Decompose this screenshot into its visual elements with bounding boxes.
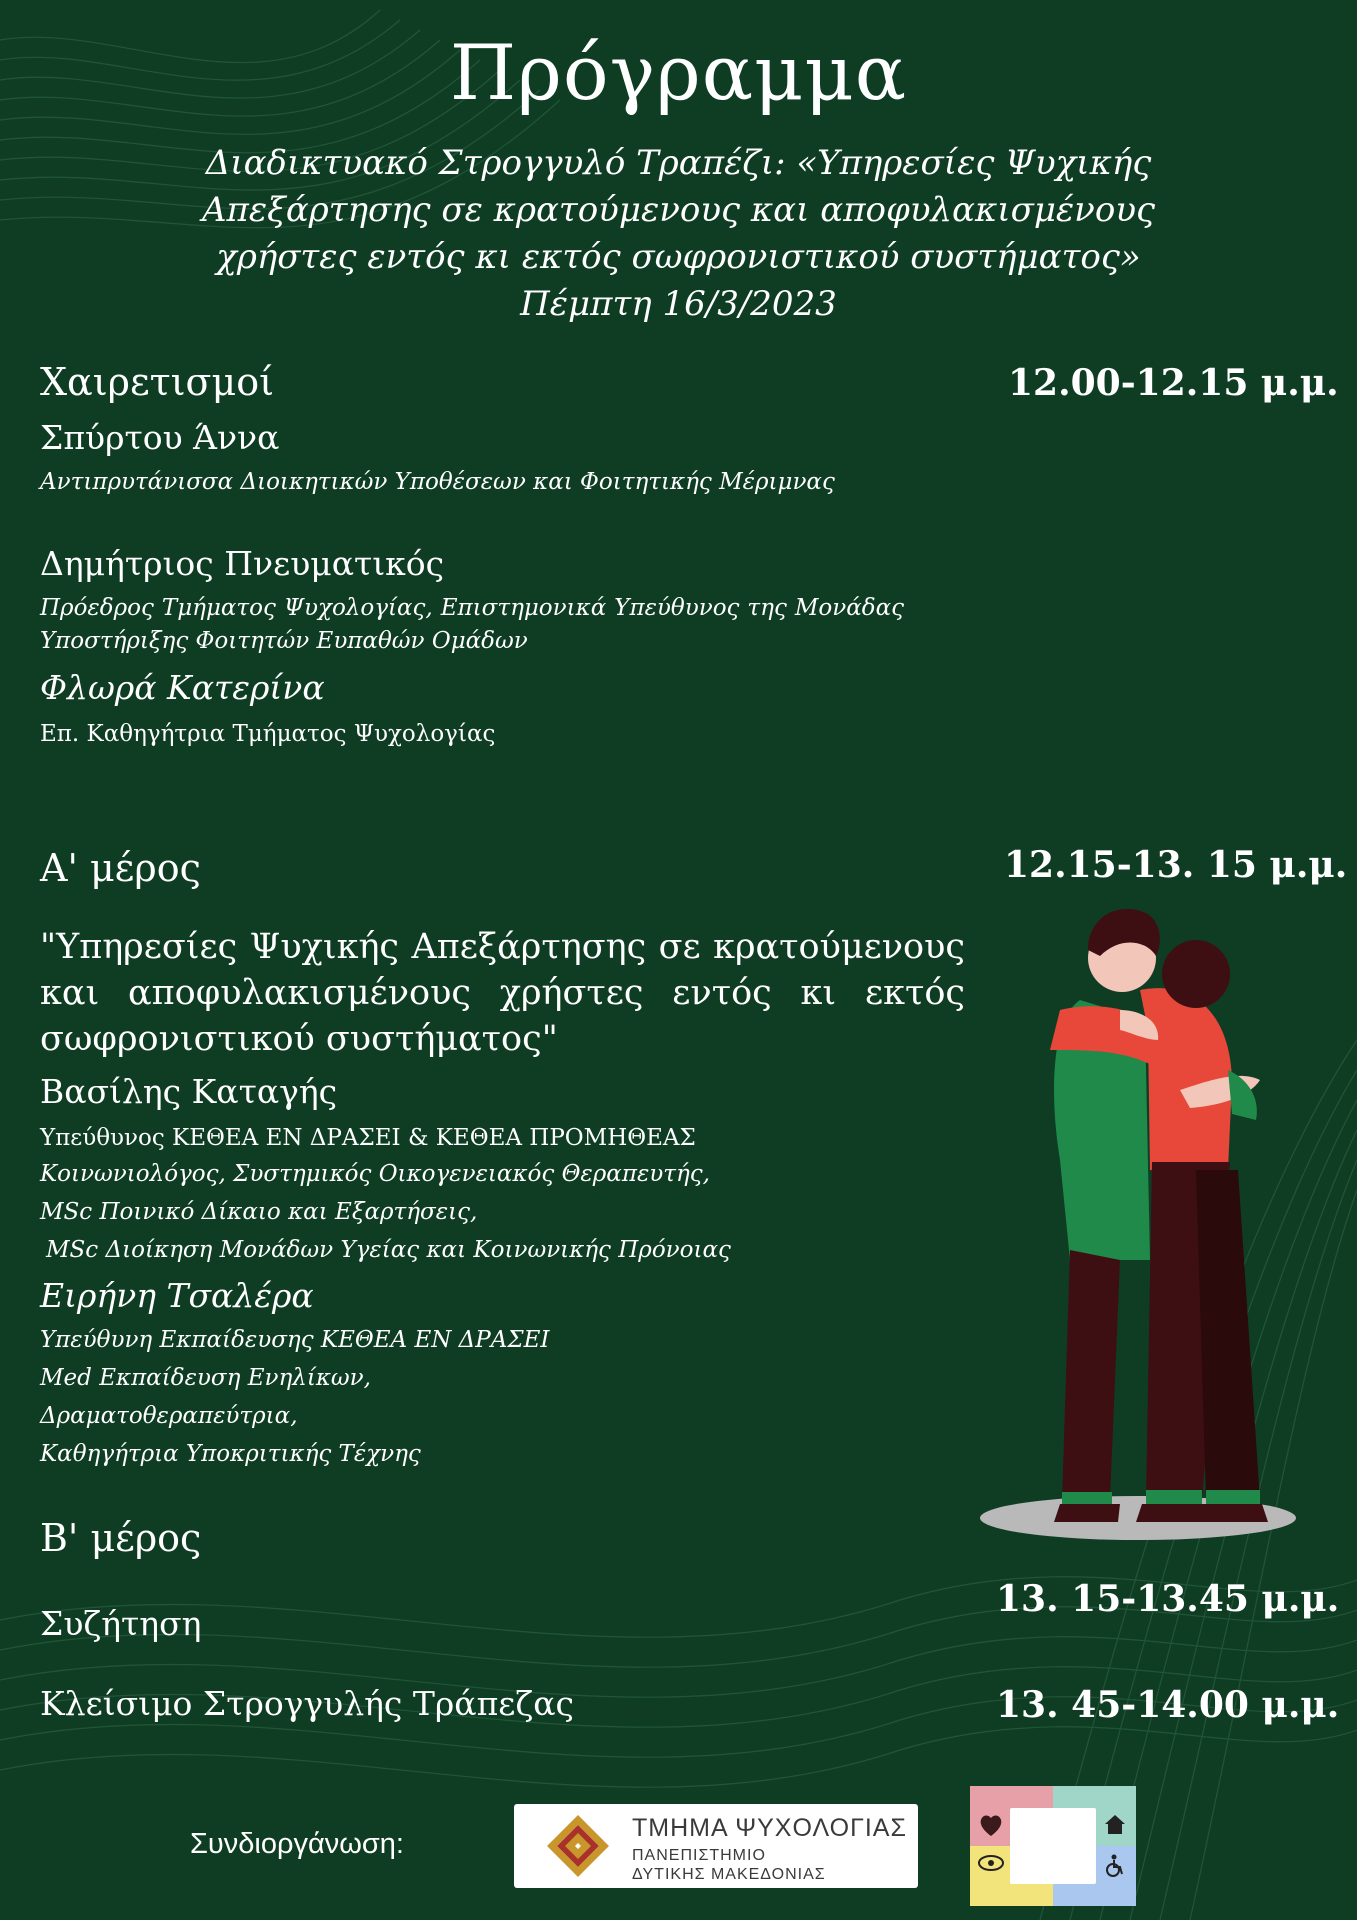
speaker-role-line: Καθηγήτρια Υποκριτικής Τέχνης (40, 1441, 421, 1467)
discussion-time: 13. 15-13.45 μ.μ. (996, 1578, 1340, 1620)
speaker-name: Ειρήνη Τσαλέρα (40, 1276, 314, 1315)
speaker-role: Επ. Καθηγήτρια Τμήματος Ψυχολογίας (40, 721, 496, 747)
subtitle-line: Διαδικτυακό Στρογγυλό Τραπέζι: «Υπηρεσίες Ψυχικής (205, 143, 1152, 183)
logo-line-university: ΠΑΝΕΠΙΣΤΗΜΙΟ (632, 1847, 766, 1864)
page-title: Πρόγραμμα (449, 28, 908, 117)
speaker-role-line: Med Εκπαίδευση Ενηλίκων, (40, 1365, 371, 1391)
eye-icon (978, 1854, 1004, 1872)
wheelchair-icon (1103, 1854, 1125, 1878)
greetings-time: 12.00-12.15 μ.μ. (1008, 362, 1339, 404)
psychology-department-logo (514, 1804, 918, 1888)
speaker-role-line: MSc Διοίκηση Μονάδων Υγείας και Κοινωνικής Πρόνοιας (46, 1237, 731, 1263)
speaker-role: Αντιπρυτάνισσα Διοικητικών Υποθέσεων και Φοιτητικής Μέριμνας (40, 469, 835, 495)
closing-label: Κλείσιμο Στρογγυλής Τράπεζας (40, 1684, 575, 1723)
psi-heart-icon (978, 1812, 1004, 1838)
subtitle-line: χρήστες εντός κι εκτός σωφρονιστικού συστήματος» (216, 237, 1141, 277)
discussion-label: Συζήτηση (40, 1604, 202, 1643)
event-subtitle (140, 140, 1217, 328)
speaker-name: Βασίλης Καταγής (40, 1072, 338, 1111)
subtitle-line: Απεξάρτησης σε κρατούμενους και αποφυλακισμένους (201, 190, 1156, 230)
speaker-role-line: Κοινωνιολόγος, Συστημικός Οικογενειακός Θεραπευτής, (40, 1161, 710, 1187)
event-date: Πέμπτη 16/3/2023 (520, 284, 837, 324)
closing-time: 13. 45-14.00 μ.μ. (996, 1684, 1340, 1726)
speaker-role-line: Υπεύθυνη Εκπαίδευσης ΚΕΘΕΑ ΕΝ ΔΡΑΣΕΙ (40, 1327, 550, 1353)
logo-center-panel (1010, 1808, 1096, 1884)
speaker-role-line: Υπεύθυνος ΚΕΘΕΑ ΕΝ ΔΡΑΣΕΙ & ΚΕΘΕΑ ΠΡΟΜΗΘΕΑΣ (40, 1125, 696, 1151)
part-a-time: 12.15-13. 15 μ.μ. (1004, 844, 1348, 886)
part-a-heading: Α' μέρος (40, 846, 201, 890)
logo-line-2 (632, 1846, 826, 1884)
speaker-role-line: Δραματοθεραπεύτρια, (40, 1403, 298, 1429)
speaker-role-line: MSc Ποινικό Δίκαιο και Εξαρτήσεις, (40, 1199, 478, 1225)
university-emblem-icon (542, 1810, 614, 1882)
speaker-role: Πρόεδρος Τμήματος Ψυχολογίας, Επιστημονικά Υπεύθυνος της Μονάδας Υποστήριξης Φοιτητών Ευπαθών Ομάδων (40, 595, 904, 654)
logo-line-1: ΤΜΗΜΑ ΨΥΧΟΛΟΓΙΑΣ (632, 1814, 907, 1842)
speaker-name: Φλωρά Κατερίνα (40, 668, 325, 707)
greetings-heading: Χαιρετισμοί (40, 360, 274, 404)
organizer-label: Συνδιοργάνωση: (190, 1828, 404, 1860)
speaker-name: Δημήτριος Πνευματικός (40, 544, 445, 583)
hug-illustration (970, 900, 1300, 1540)
support-unit-logo (970, 1786, 1136, 1906)
talk-title: "Υπηρεσίες Ψυχικής Απεξάρτησης σε κρατούμενους και αποφυλακισμένους χρήστες εντός κι εκτός σωφρονιστικού συστήματος" (40, 927, 965, 1059)
part-b-heading: Β' μέρος (40, 1516, 202, 1560)
home-icon (1103, 1812, 1127, 1836)
logo-line-region: ΔΥΤΙΚΗΣ ΜΑΚΕΔΟΝΙΑΣ (632, 1866, 826, 1883)
speaker-name: Σπύρτου Άννα (40, 418, 280, 457)
